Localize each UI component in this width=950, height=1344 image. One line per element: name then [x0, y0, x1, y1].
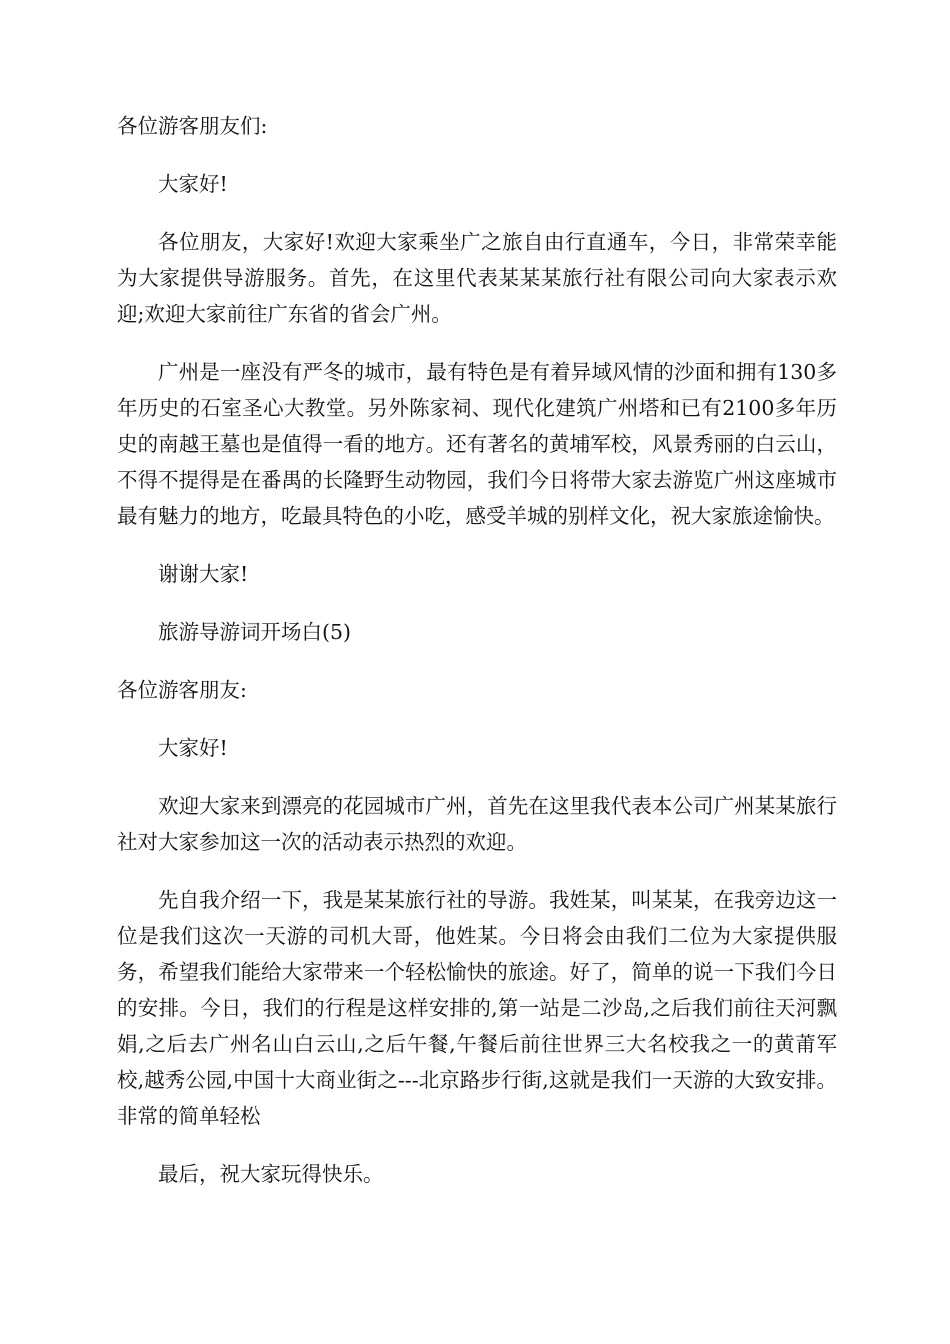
- self-intro-paragraph: 先自我介绍一下，我是某某旅行社的导游。我姓某，叫某某，在我旁边这一位是我们这次一天游的司机大哥，他姓某。今日将会由我们二位为大家提供服务，希望我们能给大家带来一个轻松愉快的旅途。好了，简单的说一下我们今日的安排。今日，我们的行程是这样安排的,第一站是二沙岛,之后我们前往天河飘娟,之后去广州名山白云山,之后午餐,午餐后前往世界三大名校我之一的黄莆军校,越秀公园,中国十大商业街之---北京路步行街,这就是我们一天游的大致安排。非常的简单轻松: [117, 888, 837, 1128]
- welcome-paragraph: 各位朋友，大家好!欢迎大家乘坐广之旅自由行直通车，今日，非常荣幸能为大家提供导游服务。首先，在这里代表某某某旅行社有限公司向大家表示欢迎;欢迎大家前往广东省的省会广州。: [117, 230, 837, 326]
- second-welcome-paragraph: 欢迎大家来到漂亮的花园城市广州，首先在这里我代表本公司广州某某旅行社对大家参加这一次的活动表示热烈的欢迎。: [117, 794, 837, 854]
- second-salutation: 各位游客朋友:: [117, 678, 247, 702]
- greeting-hello: 大家好!: [158, 172, 228, 196]
- second-hello: 大家好!: [158, 736, 228, 760]
- document-body: [117, 108, 837, 1214]
- guangzhou-intro-paragraph: 广州是一座没有严冬的城市，最有特色是有着异域风情的沙面和拥有130多年历史的石室圣心大教堂。另外陈家祠、现代化建筑广州塔和已有2100多年历史的南越王墓也是值得一看的地方。还有著名的黄埔军校，风景秀丽的白云山，不得不提得是在番禺的长隆野生动物园，我们今日将带大家去游览广州这座城市最有魅力的地方，吃最具特色的小吃，感受羊城的别样文化，祝大家旅途愉快。: [117, 360, 837, 528]
- section-title: 旅游导游词开场白(5): [158, 620, 352, 644]
- closing-line: 最后，祝大家玩得快乐。: [158, 1162, 384, 1186]
- thanks-line: 谢谢大家!: [158, 562, 249, 586]
- greeting-salutation: 各位游客朋友们:: [117, 114, 268, 138]
